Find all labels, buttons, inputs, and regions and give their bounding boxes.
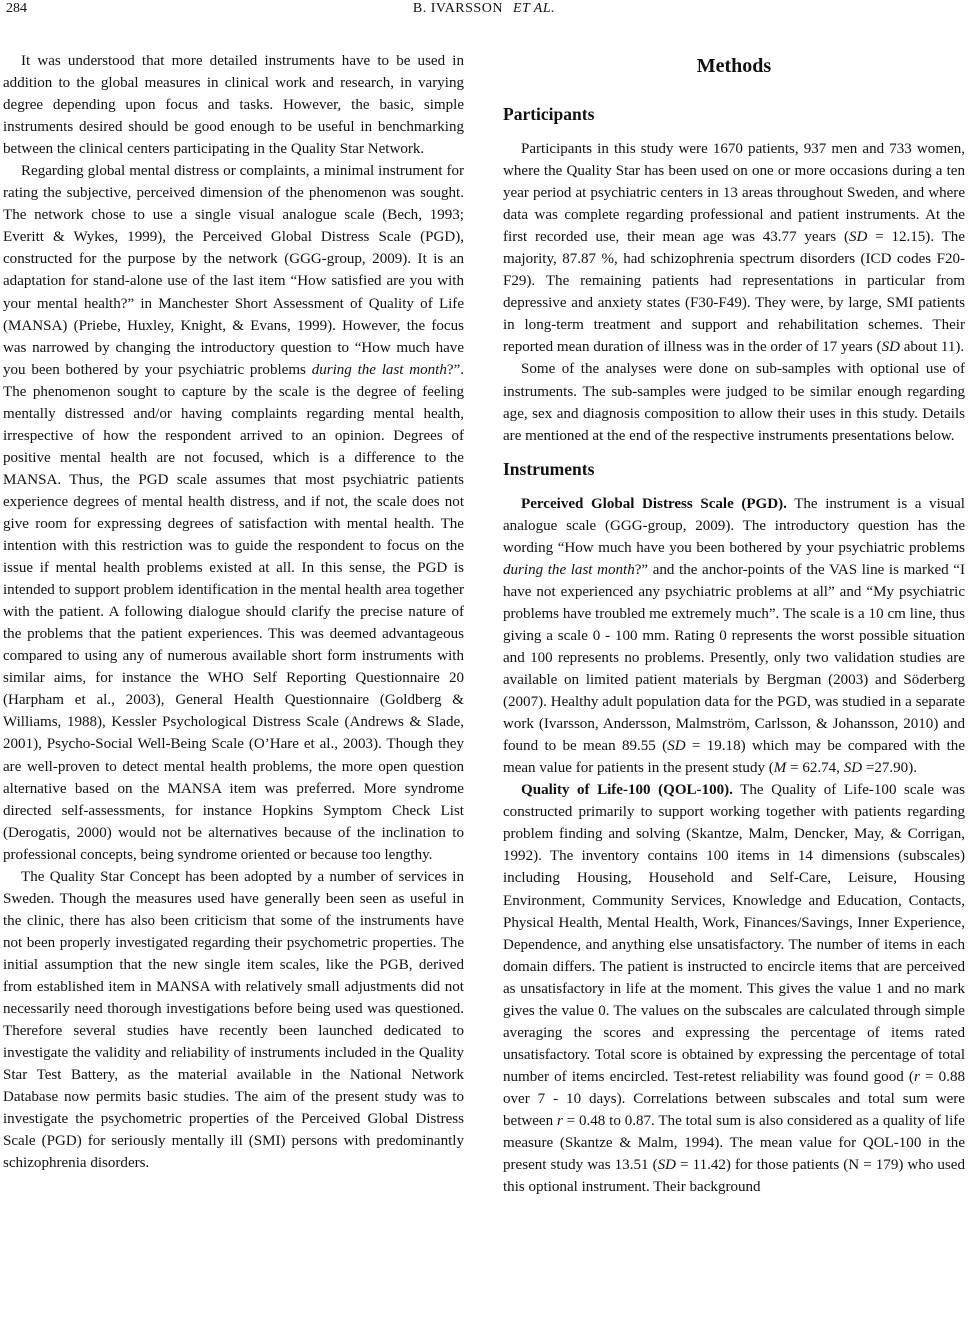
stat-symbol: r bbox=[913, 1068, 920, 1085]
stat-symbol: SD bbox=[848, 229, 868, 246]
run-in-title: Perceived Global Distress Scale (PGD). bbox=[521, 495, 787, 512]
stat-symbol: SD bbox=[657, 1157, 676, 1174]
page-header bbox=[0, 0, 968, 22]
paragraph-network-instruments: It was understood that more detailed instruments have to be used in addition to the global measures in clinical work and research, in varying degree depending upon focus and tasks. However, the basic, simple instruments desired should be good enough to be useful in benchmarking between the clinical centers participating in the Quality Star Network. bbox=[3, 53, 464, 158]
text-run: = 0.88 over 7 - 10 days). Correlations between subscales and total sum were between bbox=[503, 1068, 966, 1129]
text-run: = 19.18) which may be compared with the mean value for patients in the present study ( bbox=[503, 738, 966, 777]
paragraph-pgd-instrument bbox=[503, 493, 965, 780]
text-run: Regarding global mental distress or complaints, a minimal instrument for rating the subjective, perceived dimension of the phenomenon was sought. The network chose to use a single visual analogue scale (Bech, 1993; Everitt & Wykes, 1999), the Perceived Global Distress Scale (PGD), constructed for the purpose by the network (GGG-group, 2009). It is an adaptation for stand-alone use of the last item “How satisfied are you with your mental health?” in Manchester Short Assessment of Quality of Life (MANSA) (Priebe, Huxley, Knight, & Evans, 1999). However, the focus was narrowed by changing the introductory question to “How much have you been bothered by your psychiatric problems bbox=[3, 163, 464, 378]
participants-heading: Participants bbox=[503, 104, 595, 124]
instruments-heading: Instruments bbox=[503, 458, 595, 479]
stat-symbol: SD bbox=[667, 738, 686, 755]
text-run: Participants in this study were 1670 patients, 937 men and 733 women, where the Quality Star has been used on one or more occasions during a ten year period at psychiatric centers in 13 areas throughout Sweden, and where data was complete regarding professional and patient instruments. At the first recorded use, their mean age was 43.77 years ( bbox=[503, 141, 965, 246]
text-run: about 11). bbox=[899, 339, 965, 356]
methods-heading: Methods bbox=[696, 55, 772, 77]
text-run: = 11.42) for those patients (N = 179) who used this optional instrument. Their background bbox=[503, 1157, 965, 1196]
left-column bbox=[3, 50, 464, 1174]
right-column bbox=[503, 50, 965, 1198]
text-run: The instrument is a visual analogue scale (GGG-group, 2009). The introductory question has the wording “How much have you been bothered by your psychiatric problems bbox=[503, 495, 965, 556]
paragraph-participants bbox=[503, 138, 965, 358]
stat-symbol: M bbox=[773, 760, 787, 777]
running-head-etal: ET AL. bbox=[512, 1, 556, 16]
paragraph-subsamples: Some of the analyses were done on sub-samples with optional use of instruments. The sub-samples were judged to be similar enough regarding age, sex and diagnosis composition to allow their uses in this study. Details are mentioned at the end of the respective instruments presentations below. bbox=[503, 361, 965, 444]
running-head bbox=[0, 1, 968, 17]
text-run: = 62.74, bbox=[786, 760, 844, 777]
text-run: =27.90). bbox=[862, 760, 917, 777]
paragraph-study-aim: The Quality Star Concept has been adopted by a number of services in Sweden. Though the measures used have generally been seen as useful in the clinic, there has also been criticism that some of the instruments have not been properly investigated regarding their psychometric properties. The initial assumption that the new single item scales, like the PGB, derived from established item in MANSA with relatively small adjustments did not necessarily need thorough investigations before being used was questioned. Therefore several studies have recently been launched dedicated to investigate the validity and reliability of instruments included in the Quality Star Test Battery, as the material available in the National Network Database now permits basic studies. The aim of the present study was to investigate the psychometric properties of the Perceived Global Distress Scale (PGD) for seriously mentally ill (SMI) persons with predominantly schizophrenia disorders. bbox=[3, 868, 464, 1172]
paragraph-pgd-rationale bbox=[3, 160, 464, 866]
stat-symbol: SD bbox=[843, 760, 863, 777]
stat-symbol: r bbox=[556, 1112, 563, 1129]
run-in-title: Quality of Life-100 (QOL-100). bbox=[521, 782, 733, 799]
running-head-author: B. IVARSSON bbox=[412, 1, 503, 16]
text-run: ?”. The phenomenon sought to capture by the scale is the degree of feeling mentally distressed and/or having complaints regarding mental health, irrespective of how the respondent arrived to an opinion. Degrees of positive mental health are not focused, which is a difference to the MANSA. Thus, the PGD scale assumes that most psychiatric patients experience degrees of mental health distress, and if not, the scale does not give room for expressing degrees of satisfaction with mental health. The intention with this restriction was to guide the respondent to focus on the issue if mental health problems existed at all. In this sense, the PGD is intended to support problem identification in the mental health area together with the patient. A following dialogue should clarify the precise nature of the problems that the patient experiences. This was deemed advantageous compared to using any of numerous available short form instruments with similar aims, for instance the WHO Self Reporting Questionnaire 20 (Harpham et al., 2003), General Health Questionnaire (Goldberg & Williams, 1988), Kessler Psychological Distress Scale (Andrews & Slade, 2001), Psycho-Social Well-Being Scale (O’Hare et al., 2003). Though they are well-proven to detect mental health problems, the more open question alternative based on the MANSA item was preferred. More syndrome directed self-assessments, for instance Hopkins Symptom Check List (Derogatis, 2000) would not be alternatives because of the inclination to professional concepts, being syndrome oriented or because too lengthy. bbox=[3, 361, 465, 863]
text-run: ?” and the anchor-points of the VAS line is marked “I have not experienced any psychiatric problems at all” and “My psychiatric problems have troubled me extremely much”. The scale is a 10 cm line, thus giving a scale 0 - 100 mm. Rating 0 represents the worst possible situation and 100 represents no problems. Presently, only two validation studies are available on limited patient materials by Bergman (2003) and Söderberg (2007). Healthy adult population data for the PGD, was studied in a separate work (Ivarsson, Andersson, Malmström, Carlsson, & Johansson, 2010) and found to be mean 89.55 ( bbox=[503, 561, 965, 755]
paragraph-qol-instrument bbox=[503, 779, 965, 1198]
text-run: The Quality of Life-100 scale was constructed primarily to support working together with patients regarding problem finding and solving (Skantze, Malm, Dencker, May, & Corrigan, 1992). The inventory contains 100 items in 14 dimensions (subscales) including Housing, Household and Self-Care, Leisure, Housing Environment, Community Services, Knowledge and Education, Contacts, Physical Health, Mental Health, Work, Finances/Savings, Inner Experience, Dependence, and anything else unsatisfactory. The number of items in each domain differs. The patient is instructed to encircle items that are perceived as unsatisfactory in life at the moment. This gives the value 1 and no mark gives the value 0. The values on the subscales are calculated through simple averaging the scores and expressing the percentage of items rated unsatisfactory. Total score is obtained by expressing the percentage of total number of items encircled. Test-retest reliability was found good ( bbox=[503, 782, 965, 1085]
emphasis-text: during the last month bbox=[503, 561, 635, 578]
stat-symbol: SD bbox=[881, 339, 900, 356]
emphasis-text: during the last month bbox=[311, 361, 447, 378]
page-number: 284 bbox=[6, 1, 27, 16]
text-run: = 0.48 to 0.87. The total sum is also considered as a quality of life measure (Skantze & Malm, 1994). The mean value for QOL-100 in the present study was 13.51 ( bbox=[503, 1112, 965, 1174]
text-run: = 12.15). The majority, 87.87 %, had schizophrenia spectrum disorders (ICD codes F20-F29). The remaining patients had representations in particular from depressive and anxiety states (F30-F49). They were, by large, SMI patients in long-term treatment and support and rehabilitation schemes. Their reported mean duration of illness was in the order of 17 years ( bbox=[503, 229, 966, 356]
